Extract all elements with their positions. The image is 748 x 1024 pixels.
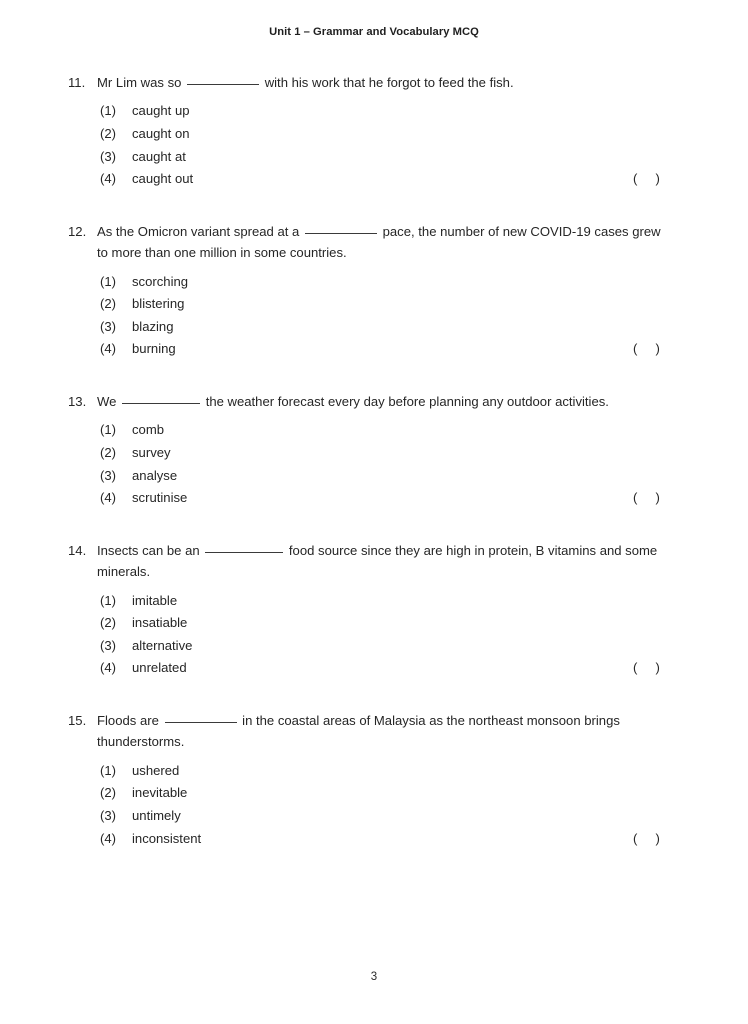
option-text: unrelated	[132, 660, 187, 676]
option-item[interactable]	[0, 782, 748, 805]
option-text: burning	[132, 341, 176, 357]
stem-text-after-blank: food source since they are high in protein, B vitamins and some minerals.	[97, 542, 658, 580]
question-list	[0, 72, 748, 850]
option-item[interactable]	[0, 612, 748, 635]
fill-in-blank[interactable]	[187, 84, 259, 85]
option-item[interactable]	[0, 828, 748, 851]
fill-in-blank[interactable]	[122, 403, 200, 404]
option-label: (1)	[100, 273, 117, 289]
question-number: 13.	[68, 393, 87, 409]
question-stem	[0, 540, 748, 583]
option-item[interactable]	[0, 442, 748, 465]
option-text: caught at	[132, 148, 186, 164]
option-item[interactable]	[0, 657, 748, 680]
option-label: (1)	[100, 422, 117, 438]
fill-in-blank[interactable]	[165, 722, 237, 723]
option-item[interactable]	[0, 168, 748, 191]
question-stem	[0, 710, 748, 753]
option-label: (2)	[100, 615, 117, 631]
option-text: inevitable	[132, 785, 188, 801]
option-text: comb	[132, 422, 165, 438]
question-item	[0, 540, 748, 680]
option-text: analyse	[132, 467, 178, 483]
option-label: (1)	[100, 103, 117, 119]
option-item[interactable]	[0, 590, 748, 613]
option-text: survey	[132, 444, 171, 460]
option-label: (2)	[100, 296, 117, 312]
answer-bracket[interactable]: ( )	[633, 341, 660, 357]
option-list	[0, 100, 748, 190]
question-number: 15.	[68, 712, 87, 728]
question-item	[0, 710, 748, 850]
option-item[interactable]	[0, 635, 748, 658]
stem-text-before-blank: Mr Lim was so	[97, 75, 182, 90]
option-text: caught on	[132, 126, 190, 141]
option-label: (3)	[100, 467, 117, 483]
option-label: (2)	[100, 444, 117, 460]
page-header-title: Unit 1 – Grammar and Vocabulary MCQ	[269, 26, 479, 38]
option-text: alternative	[132, 637, 193, 653]
question-number: 12.	[68, 223, 87, 239]
option-label: (4)	[100, 171, 117, 187]
option-label: (4)	[100, 341, 117, 357]
question-stem	[0, 72, 748, 93]
option-list	[0, 590, 748, 680]
answer-bracket[interactable]: ( )	[633, 830, 660, 846]
stem-text-after-blank: with his work that he forgot to feed the fish.	[264, 75, 514, 90]
fill-in-blank[interactable]	[205, 552, 283, 553]
option-label: (3)	[100, 807, 117, 823]
question-item	[0, 391, 748, 510]
option-text: untimely	[132, 807, 181, 823]
stem-text-after-blank: in the coastal areas of Malaysia as the northeast monsoon brings thunderstorms.	[97, 712, 620, 750]
fill-in-blank[interactable]	[305, 233, 377, 234]
option-item[interactable]	[0, 465, 748, 488]
option-label: (1)	[100, 592, 117, 608]
option-label: (4)	[100, 660, 117, 676]
answer-bracket[interactable]: ( )	[633, 490, 660, 506]
question-item	[0, 72, 748, 191]
option-item[interactable]	[0, 146, 748, 169]
option-text: blistering	[132, 296, 185, 312]
answer-bracket[interactable]: ( )	[633, 660, 660, 676]
page-number: 3	[370, 971, 378, 983]
answer-bracket[interactable]: ( )	[633, 171, 660, 187]
stem-text-before-blank: Floods are	[97, 712, 159, 728]
option-item[interactable]	[0, 419, 748, 442]
question-number: 14.	[68, 542, 87, 558]
option-label: (4)	[100, 490, 117, 506]
option-item[interactable]	[0, 293, 748, 316]
option-list	[0, 271, 748, 361]
option-item[interactable]	[0, 760, 748, 783]
question-item	[0, 221, 748, 361]
question-stem	[0, 221, 748, 264]
option-text: scrutinise	[132, 490, 188, 506]
option-item[interactable]	[0, 338, 748, 361]
option-text: inconsistent	[132, 830, 202, 846]
option-label: (2)	[100, 785, 117, 801]
stem-text-before-blank: Insects can be an	[97, 542, 200, 558]
option-label: (1)	[100, 762, 117, 778]
option-list	[0, 419, 748, 509]
option-label: (2)	[100, 126, 117, 141]
stem-text-before-blank: As the Omicron variant spread at a	[97, 223, 300, 239]
option-text: blazing	[132, 318, 174, 334]
option-item[interactable]	[0, 271, 748, 294]
option-text: imitable	[132, 592, 178, 608]
option-item[interactable]	[0, 100, 748, 123]
option-label: (3)	[100, 148, 117, 164]
option-text: scorching	[132, 273, 189, 289]
option-label: (4)	[100, 830, 117, 846]
option-text: insatiable	[132, 615, 188, 631]
stem-text-after-blank: the weather forecast every day before planning any outdoor activities.	[205, 393, 609, 409]
option-item[interactable]	[0, 316, 748, 339]
question-stem	[0, 391, 748, 412]
option-text: caught out	[132, 171, 194, 187]
stem-text-after-blank: pace, the number of new COVID-19 cases grew to more than one million in some countries.	[97, 223, 661, 261]
question-number: 11.	[68, 75, 86, 90]
option-item[interactable]	[0, 805, 748, 828]
option-text: ushered	[132, 762, 180, 778]
option-list	[0, 760, 748, 850]
option-item[interactable]	[0, 123, 748, 146]
option-label: (3)	[100, 318, 117, 334]
option-text: caught up	[132, 103, 190, 119]
stem-text-before-blank: We	[97, 393, 117, 409]
option-label: (3)	[100, 637, 117, 653]
option-item[interactable]	[0, 487, 748, 510]
